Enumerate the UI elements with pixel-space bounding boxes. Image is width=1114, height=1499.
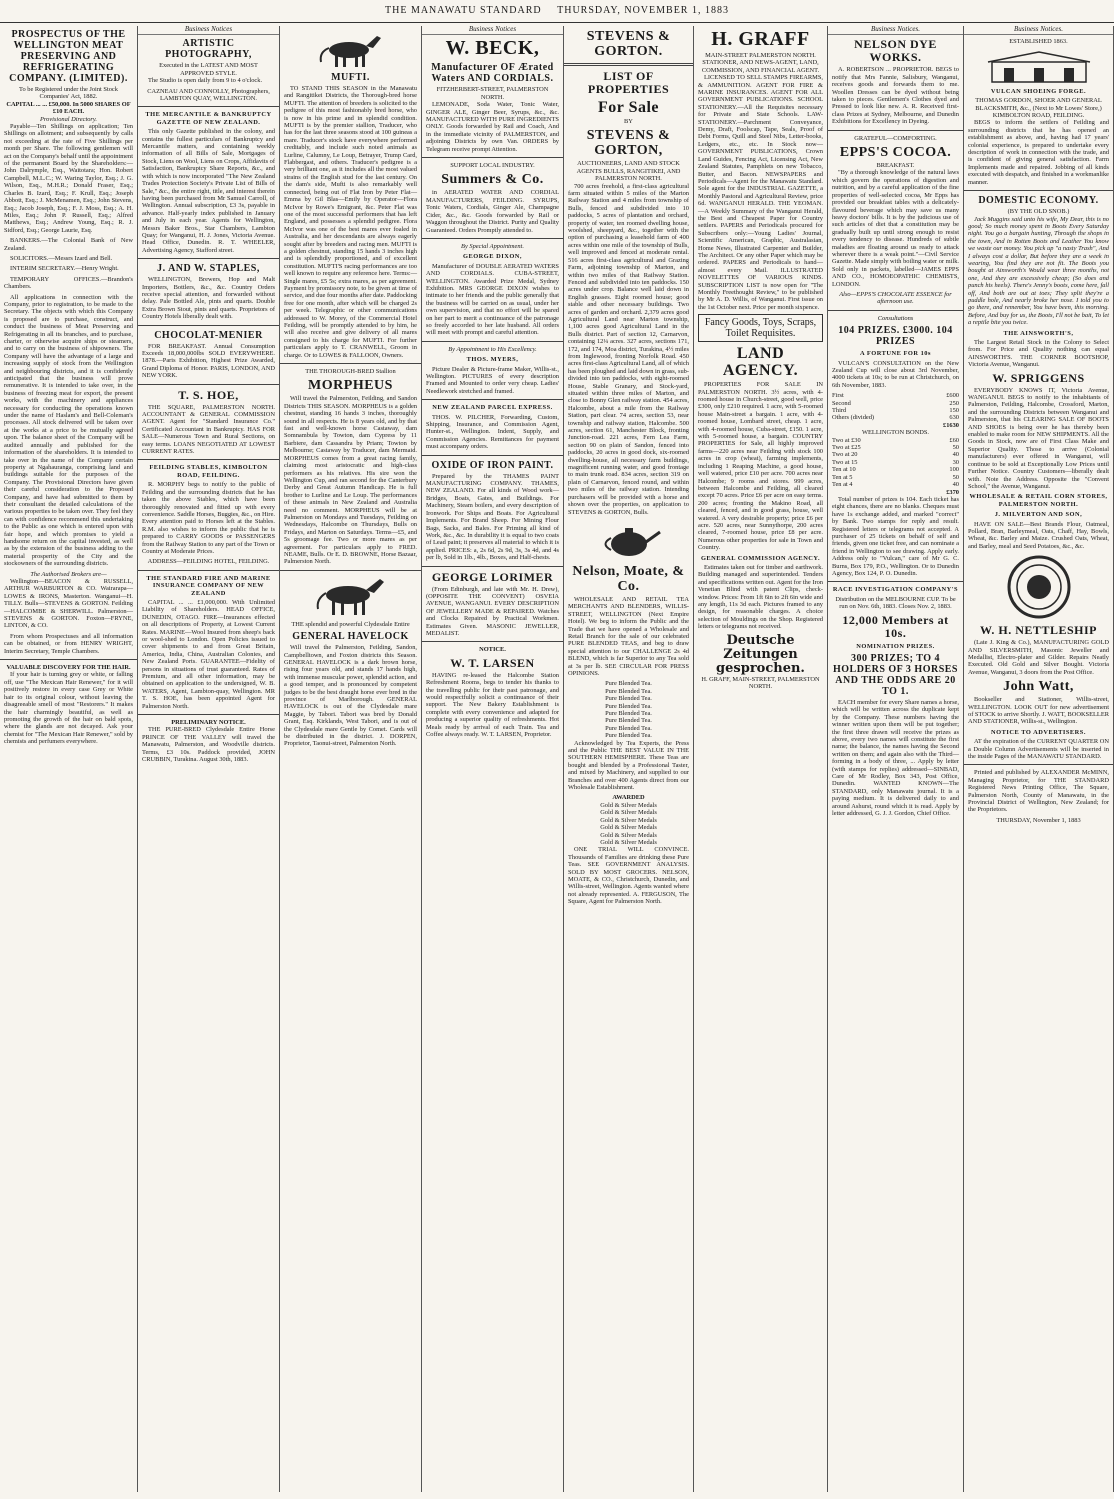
prize-value: 100 — [949, 466, 959, 474]
summers-head: SUPPORT LOCAL INDUSTRY. — [450, 162, 535, 170]
larsen-head: NOTICE. — [479, 646, 506, 654]
table-row — [832, 466, 959, 473]
land-text: PROPERTIES FOR SALE IN PALMERSTON NORTH. 3½ acres, with 4-roomed house in Church-street, good well, price £300, only £210 required. 1 acre, with 5-roomed house Main-street a bargain. 1 acre, with 4-roomed house, Lombard street, cheap. 1 acre, with 4-roomed house, Cuba-street, £150. 1 acre, with 5-roomed house, a bargain. COUNTRY PROPERTIES for Sale, all highly improved farms—220 acres near Feilding with stock 100 acres in crop (wheat), farming implements, including 1 Reaping Machine, a good house, well watered, price £10 per acre. 700 acres near Halcombe; 9 rooms and stores. 999 acres, between Halcombe and Feilding, all cleared except 70 acres. Price £6 per acre on easy terms. 200 acres; fronting the Makino Road, all cleared, fenced, and in good grass, house, well watered. A very desirable property; price £6 per acre. 520 acres, near Sunnythorpe, 200 acres cleared, 7-roomed house, price £8 per acre. Numerous other properties for sale in Town and Country. — [698, 381, 823, 552]
imprint: Printed and published by ALEXANDER McMINN, Managing Proprietor, for THE STANDARD Registered News Printing Office, The Square, Palmerston North, County of Manawatu, in the Provincial District of Wellington, New Zealand; for the Proprietors. — [968, 769, 1109, 814]
table-row — [832, 407, 959, 414]
divider — [828, 581, 963, 582]
commission-title: GENERAL COMMISSION AGENCY. — [700, 554, 821, 562]
domestic-text: Jack Muggins said unto his wife, My Dear, this is no good; So much money spent in Boots Every Saturday night. You go a bargain hunting, Through the shops in the town, And in Rotten Boots and Leather You know we waste our money. You pick up "a nasty Trash", And I always cost a dollar, But before they are a week in wearing, You find they are not fit. The Boots you bought at Ainsworth's Would wear three months, not one, And they are excessively cheap; (So does and punch his heels). There's Jenny's boots, come here, fall off, And both are out at toes; They split they're a puddle hole, And nearly broke her nose. I told you to go there, and remember, You have been, this morning. Before, And buy for us, the Boots, I'll not be bait, To let a reptile bite you twice. — [968, 215, 1110, 327]
column-header: Business Notices. — [828, 26, 963, 35]
jeweller-seal-icon — [1006, 554, 1072, 620]
nelson-text-3: ONE TRIAL WILL CONVINCE. Thousands of Families are drinking these Pure Teas. SEE GOVERNMENT ANALYSIS. SOLD BY MOST GROCERS. NELSON, MOATE, & CO., Christchurch, Dunedin, and Willis-street, Wellington. Agents wanted where not already represented. A. FERGUSON, The Square, Agent for Palmerston North. — [568, 846, 689, 906]
table-row — [832, 437, 959, 444]
column-8 — [964, 26, 1114, 1492]
consult-head: Consultations — [877, 314, 914, 322]
beck-sub: Manufacturer OF Ærated Waters AND CORDIALS. — [431, 62, 554, 85]
prize-value: 50 — [952, 444, 959, 452]
table-row — [832, 444, 959, 451]
column-3 — [280, 26, 422, 1492]
divider — [138, 714, 279, 715]
paper-title: THE MANAWATU STANDARD — [385, 5, 542, 16]
tea-item: Pure Blended Tea. — [605, 695, 652, 703]
consult-big: 104 PRIZES. £3000. 104 PRIZES — [838, 325, 953, 348]
menier-title: CHOCOLAT-MENIER — [154, 329, 263, 341]
german-notice: Deutsche Zeitungen gesprochen. — [716, 632, 805, 676]
nelson-title: Nelson, Moate, & Co. — [572, 563, 685, 594]
tea-item: Pure Blended Tea. — [605, 724, 652, 732]
table-row — [832, 422, 959, 429]
divider — [828, 310, 963, 311]
shoe-text: THE SQUARE, PALMERSTON NORTH. ACCOUNTANT & GENERAL COMMISSION AGENT. Agent for "Standard Insurance Co." Certificated Accountant in Bankruptcy. HAS FOR SALE—Numerous Town and Rural Sections, on easy terms. LOANS NEGOTIATED AT LOWEST CURRENT RATES. — [142, 403, 275, 456]
consult-text-2: Total number of prizes is 104. Each ticket has eight chances, there are no blanks. Cheques must have 1s exchange added, and marked "correct" by Bank. Two stamps for reply and result. Registered letters or telegrams not accepted. A purchaser of 25 tickets on behalf of self and friends, given one ticket free, and can nominate a friend in Wellington to see drawing. Apply early. Address only to "Vulcan," care of Mr G. C. Burns, Box 179, P.O., Wellington. Or to Dunedin Agency, Box 124, P. O. Dunedin. — [832, 495, 959, 577]
divider — [422, 238, 563, 239]
staples-text: WELLINGTON, Brewers, Hop and Malt Importers, Bottlers, &c., &c. Country Orders receive special attention, and forwarded without delay. Pale Bottled Ale, pints and quarts. Double Extra Brown Stout, pints and quarts. Proprietors of Country Hotels liberally dealt with. — [142, 276, 275, 321]
graff-signature: H. GRAFF, MAIN-STREET, PALMERSTON NORTH. — [701, 675, 820, 691]
paint-title: OXIDE OF IRON PAINT. — [431, 459, 554, 471]
domestic-sub: (BY THE OLD SNOB.) — [1007, 208, 1070, 216]
horse-engraving-icon — [311, 30, 391, 68]
tea-item: Pure Blended Tea. — [605, 732, 652, 740]
column-7 — [828, 26, 964, 1492]
photo-firm: CAZNEAU AND CONNOLLY, Photographers, LAMBTON QUAY, WELLINGTON. — [147, 87, 270, 103]
divider — [0, 659, 137, 660]
table-row — [832, 481, 959, 488]
column-6 — [694, 26, 828, 1492]
directory-head: Provisional Directory. — [39, 115, 98, 123]
myers-head: By Appointment to His Excellency. — [448, 345, 537, 353]
race-title: RACE INVESTIGATION COMPANY'S — [832, 586, 959, 594]
divider — [138, 384, 279, 385]
divider — [564, 63, 693, 66]
morpheus-title: MORPHEUS — [308, 378, 393, 394]
prize-label: First — [832, 392, 844, 400]
prize-label: Second — [832, 399, 851, 407]
stables-text: R. MORPHY begs to notify to the public of Feilding and the surrounding districts that he has taken the above Stables, which have been thoroughly renovated and fitted up with every convenience. Saddle Horses, Buggies, &c., on Hire. Every attention paid to Horses left at the Stables. R.M. also wishes to inform the public that he is prepared to CARRY GOODS or PASSENGERS from the Railway Station to any part of the Town or Country at Moderate Prices. — [142, 481, 275, 555]
prize-label: Third — [832, 407, 847, 415]
vulcan-title: VULCAN SHOEING FORGE. — [990, 87, 1087, 95]
hair-title: VALUABLE DISCOVERY FOR THE HAIR. — [6, 664, 131, 672]
spriggens-title: W. SPRIGGENS — [992, 370, 1085, 385]
divider — [138, 459, 279, 460]
dye-text: A. ROBERTSON ... PROPRIETOR. BEGS to notify that Mrs Fannie, Salisbury, Wanganui, receives goods and forwards them to me. Woollen Dresses can be dyed without being taken to pieces. Gentlemen's Clothes dyed and Pressed to look like new. A. R. Received first-class Prizes at Sydney, Melbourne, and Dunedin Exhibitions for Excellency in Dyeing. — [832, 66, 959, 126]
column-4 — [422, 26, 564, 1492]
havelock-head: THE splendid and powerful Clydesdale Entire — [291, 620, 410, 628]
race-text-2: EACH member for every Share names a horse, which will be written across the duplicate kept by the Company. These numbers having the winner written upon them will be put together; the first three drawn will receive the prizes as above, every two names will constitute the first name; the balance, the names having the Second written on them; and again also with the Third—forming in a body of three, ... Apply by letter (with stamps for replies) addressed—SINBAD, Care of Mr Rodley, Box 343, Post Office, Dunedin. WANTED KNOWN—The STANDARD, only Manawatu journal. It is a paying medium. It is delivered daily to and around Ashurst, round which it is read. Apply by letter addressed, G. J. J. Gordon, Chief Office. — [832, 699, 959, 818]
wellington-bonds: WELLINGTON BONDS. — [862, 429, 929, 437]
tea-item: Pure Blended Tea. — [605, 717, 652, 725]
horse-engraving-icon — [306, 575, 396, 617]
table-row — [832, 414, 959, 421]
menier-text: FOR BREAKFAST. Annual Consumption Exceeds 18,000,000lbs SOLD EVERYWHERE. 1878.—Paris Exhibition, Highest Prize Awarded, Grand Diploma of Honor. PARIS, LONDON, AND NEW YORK. — [142, 342, 275, 380]
morpheus-head: THE THOROUGH-BRED Stallion — [305, 368, 396, 376]
divider — [138, 106, 279, 107]
medal-item: Gold & Silver Medals — [600, 824, 657, 832]
parcel-title: NEW ZEALAND PARCEL EXPRESS. — [432, 404, 553, 412]
parcel-text: THOS. W. PILCHER, Forwarding, Custom, Shipping, Insurance, and Commission Agent, Hunter-st., Wellington. Indent, Supply, and Commission Agencies. Remittances for payment must accompany orders. — [426, 413, 559, 451]
tea-list — [568, 680, 689, 739]
divider — [422, 399, 563, 400]
consult-text: VULCAN'S CONSULTATION on the New Zealand Cup will close about 3rd November, 4000 tickets at 10s; to be run at Christchurch, on 6th November, 1883. — [832, 359, 959, 389]
tea-item: Pure Blended Tea. — [605, 710, 652, 717]
prize-label: Two at 15 — [832, 458, 858, 466]
ainsworth-text: The Largest Retail Stock in the Colony to Select from. For Price and Quality nothing can equal AINSWORTH'S. THE CORNER BOOTSHOP, Victoria Avenue, Wanganui. — [968, 339, 1109, 369]
wholesale: WHOLESALE & RETAIL CORN STORES, PALMERSTON NORTH. — [969, 493, 1108, 508]
solicitors: SOLICITORS.—Messrs Izard and Bell. — [10, 254, 113, 262]
divider — [828, 130, 963, 131]
gazette-text: This only Gazette published in the colony, and contains the fullest particulars of Bankruptcy and Mercantile matters, and containing weekly information of all Bills of Sale, Mortgages of Stock, Liens on Wool, Liens on Crops, Affidavits of Satisfaction, Bankruptcy Share Reports, &c., and with which is now incorporated "The New Zealand Trades Protection Society's Private List of Bills of Sale," &c., the entire right, title, and interest therein having been purchased from Mr Samuel Carroll, of Wellington. Annual subscription, £3 3s, payable in advance. Half-yearly index published in January and July in each year. Agents for Wellington, Messrs Baker Bros., Star Chambers, Lambton Quay; for Wanganui, H. J. Jones, Victoria Avenue. Head Office, Dunedin. R. T. WHEELER, Advertising Agency, Stafford street. — [142, 128, 275, 254]
land-title: LAND AGENCY. — [722, 345, 799, 380]
divider — [964, 190, 1113, 191]
beck-title: W. BECK, — [445, 37, 540, 60]
bond-table — [832, 437, 959, 496]
graff-title: H. GRAFF — [711, 28, 810, 50]
tea-item: Pure Blended Tea. — [605, 687, 652, 695]
lorimer-text: (From Edinburgh, and late with Mr. H. Drew), (OPPOSITE THE CONVENT) OSVEIA AVENUE, WANGANUI. EVERY DESCRIPTION OF JEWELLERY MADE & REPAIRED. Watches and Clocks Repaired by Practical Workmen. Estimates Given. MASONIC JEWELLER, MEDALIST. — [426, 585, 559, 637]
marine-title: THE STANDARD FIRE AND MARINE INSURANCE COMPANY OF NEW ZEALAND — [146, 574, 271, 597]
prize-label: Ten at 5 — [832, 473, 853, 481]
race-text: Distribution on the MELBOURNE CUP. To be run on Nov. 6th, 1883. Closes Nov. 2, 1883. — [835, 595, 956, 611]
watt-text: Bookseller and Stationer, Willis-street, WELLINGTON. LOOK OUT for new advertisement of STOCK to arrive Shortly. J. WATT, BOOKSELLER AND STATIONER, Willis-st., Wellington. — [968, 696, 1109, 726]
gazette-title: THE MERCANTILE & BANKRUPTCY GAZETTE OF NEW ZEALAND. — [145, 111, 272, 126]
photo-line: Executed in the LATEST AND MOST APPROVED STYLE. — [159, 62, 258, 77]
bond-total: £370 — [946, 488, 959, 496]
photo-hours: The Studio is open daily from 9 to 4 o'clock. — [148, 77, 263, 85]
firm-big: STEVENS & GORTON, — [586, 128, 671, 159]
beck-address: FITZHERBERT-STREET, PALMERSTON NORTH. — [436, 86, 549, 101]
table-row — [832, 392, 959, 399]
epps-text: "By a thorough knowledge of the natural laws which govern the operations of digestion and nutrition, and by a careful application of the fine properties of well-selected cocoa, Mr Epps has provided our breakfast tables with a delicately-flavoured beverage which may save us many heavy doctors' bills. It is by the judicious use of such articles of diet that a constitution may be gradually built up until strong enough to resist every tendency to disease. Hundreds of subtle maladies are floating around us ready to attack wherever there is a weak point."—Civil Service Gazette. Made simply with boiling water or milk. Sold only in packets, labelled—JAMES EPPS AND CO., HOMOEOPATHIC CHEMISTS, LONDON. — [832, 169, 959, 288]
divider — [138, 570, 279, 571]
awarded-head: AWARDED — [612, 794, 645, 802]
prize-value: £600 — [946, 392, 959, 400]
tea-item: Pure Blended Tea. — [605, 680, 652, 688]
divider — [422, 455, 563, 456]
prize-value: 50 — [952, 473, 959, 481]
graff-text: LICENSED TO SELL STAMPS FIREARMS, & AMMUNITION. AGENT FOR FIRE & MARINE INSURANCES. AGENT FOR ALL GOVERNMENT PUBLICATIONS. SCHOOL STATIONERY.—All the Requisites necessary for Private and State Schools. LAW-STATIONERY.—Parchment Conveyance, Demy, Draft, Foolscap, Tape, Seals, Proof of Debt Forms, Quill and Steel Nibs, Letter-books, Ledgers, etc., etc. In Stock now—GOVERNMENT PUBLICATIONS, Crown Land Guides, Fencing Act, Licensing Act, New Zealand Statutes, Pamphlets on new Tobacco, Butter, and Bacon. NEWSPAPERS and Periodicals—Agent for the Manawatu Standard. Sole agent for the INDUSTRIAL GAZETTE, a Monthly Pastoral and Agricultural Review, price 6d. WANGANUI HERALD. THE YEOMAN.—A Weekly Summary of the Wanganui Herald, the Best and Cheapest Paper for Country settlers. PAPERS and Periodicals procured for Subscribers only:—Young Ladies' Journal, Scientific American, Graphic, Australasian, Home News, Illustrated Carpenter and Builder, The Architect. Or any other Paper which may be ordered. PAPERS and Periodicals to hand—almost every Mail. ILLUSTRATED NOVELETTES OF VARIOUS KINDS. SUBSCRIPTION LIST is now open for "The Monthly Freethought Review," to be published by Mr A. D. Willis, of Wanganui. First issue on the 1st October next. Price per month sixpence. — [698, 74, 823, 311]
column-2 — [138, 26, 280, 1492]
prize-label: Others (divided) — [832, 414, 875, 422]
commission-text: Estimates taken out for timber and earthwork. Building managed and superintended. Tenders and specifications written out. Agent for the Iron Venetian Blind with patent Clips, check-window. Prices: From 1ft 6in to 2ft 6in wide and any length, 11s 3d each. Pictures framed to any design, for reasonable charges. A choice selection of Mouldings on the Shop. Registered letters or telegrams not received. — [698, 563, 823, 631]
prospectus-note: From whom Prospectuses and all information can be obtained, or from HENRY WRIGHT, Interim Secretary, Temple Chambers. — [4, 632, 133, 655]
domestic-title: DOMESTIC ECONOMY. — [978, 195, 1099, 207]
prize-label: Two at £30 — [832, 436, 861, 444]
dixon-text: Manufacturer of DOUBLE AERATED WATERS AND CORDIALS. CUBA-STREET, WELLINGTON. Awarded Prize Medal, Sydney Exhibition. MRS GEORGE DIXON wishes to intimate to her friends and the public generally that the business will be carried on as usual, under her own supervision, and that no effort will be spared on her part to merit a continuance of the patronage so freely accorded to her late husband. All orders will meet with prompt and careful attention. — [426, 262, 559, 337]
divider — [280, 570, 421, 571]
prize-value: £60 — [949, 436, 959, 444]
hair-text: If your hair is turning grey or white, or falling off, use "The Mexican Hair Renewer," for it will positively restore in every case Grey or White hair to its original colour, without leaving the disagreeable smell of most "Restorers." It makes the hair charmingly beautiful, as well as promoting the growth of the hair on bald spots, where the glands are not decayed. Ask your chemist for "The Mexican Hair Renewer," sold by chemists and perfumers everywhere. — [4, 671, 133, 746]
nelson-text: WHOLESALE AND RETAIL TEA MERCHANTS AND BLENDERS, WILLIS-STREET, WELLINGTON (Next Empire Hotel). We beg to inform the Public and the Trade that we have opened a Wholesale and Retail Branch for the sale of our celebrated PURE BLENDED TEAS, and beg to draw special attention to our CHALLENGE 2s 4d BLEND, which is far Superior to any Tea sold at 3s per lb. SEE CIRCULAR FOR PRESS OPINIONS. — [568, 595, 689, 677]
paint-text: Prepared by the THAMES PAINT MANUFACTURING COMPANY. THAMES, NEW ZEALAND. For all kinds of Wood work—Bridges, Boats, Gates, and Buildings. For Machinery, Steam boilers, and every description of Ironwork. For Ships and Boats. For Agricultural Implements. For Brand Sheep. For Mining Flour Bags, Sacks, and Bales. For Priming all kind of Work, &c., &c. In durability it is equal to two coats of Lead paint; it preserves all material to which it is applied. PRICES: a, 2s 6d, 2s 9d, 3s, 3s 4d, and 4s per lb, Sold in 1lb., 4lb., Boxes, and Half-chests. — [426, 472, 559, 562]
consult-sub: A FORTUNE FOR 10s — [860, 350, 931, 358]
bankers: BANKERS.—The Colonial Bank of New Zealand. — [4, 237, 133, 252]
photo-title: ARTISTIC PHOTOGRAPHY, — [165, 38, 252, 61]
properties-text: 700 acres freehold, a first-class agricultural farm situated within 5 miles of the Marton Railway Station and 4 miles from township of Bulls, fenced and subdivided into 10 paddocks, 5 acres of plantation and orchard, property of water, ten roomed dwelling house, woolshed, sheepyard, &c., together with the option of purchasing a leasehold farm of 400 acres within one mile of the township of Bulls, well improved and fenced at moderate rental. 516 acres first-class agricultural and Grazing Farm, adjoining township of Marton, and within two miles of that Railway Station. Fenced and subdivided into ten paddocks. 150 acres under crop. Balance well laid down in English grasses. Eight roomed house; good stable and other necessary buildings. Two acres of garden and orchard. 2,379 acres good Agricultural Land near Marton township, 1,100 acres good Agricultural Land in the Bulls district. Part of section 12, Carnarvon, containing 12¼ acres. 327 acres, sections 171, 172, and 174, Moa district, Turakina, 4½ miles from Inglewood, fronting Norfolk Road. 450 acres first-class Agricultural Land, all of which has been ploughed and laid down in grass, sub-divided into ten paddocks, with eight-roomed House, Stable Granary, and Stock-yard, situated within three miles of Marton, and close to Bonny Glen railway station. 454 acres, Halcombe, about a mile from the Railway Station, part clear. 74 acres, section 53, near township and railway station, Halcombe. 500 acres, section 61, Manchester Block, fronting Junction-road. 221 acres, Fern Lea Farm, section 90 on plain of Sandon, fenced into paddocks, 20 acres in good dock, six-roomed dwelling-house, all necessary farm buildings, magnificent running water, and good frontage to main trunk road. 834 acres, section 319 on plain of Carnarvon, fenced round, and within two miles of the railway station. Intending purchasers will be provided with a horse and shown over the properties, on application to STEVENS & GORTON, Bulls. — [568, 182, 689, 516]
prospectus-body: All applications in connection with the Company, prior to registration, to be made to the Secretary. The objects with which this Company is proposed are to purchase, construct, and conduct the business of Meat Preserving and Refrigerating in all its branches, and to purchase, charter, or otherwise acquire ships or steamers, and to carry on the business of shipowners. The Company will have the advantage of a large and increasing supply of stock from the Wellington and neighbouring districts, and it is confidently anticipated that the business will prove remunerative. It is intended to take over, in the business of freezing meat for export, the present works, with the machinery and appliances necessary for conducting the operations known under the name of Haslam's and Bell-Coleman's processes. All stock delivered will be taken over at the works at a price to be mutually agreed upon. The balance sheet of the Company will be audited annually and published for the information of the shareholders. It is intended to take over in the name of the Company certain property at Ngahauranga, comprising land and buildings suitable for the purposes of the Company. The Provisional Directors have given their careful consideration to the Proposed Company, and have had submitted to them by their consultant the detailed calculations of the various properties to be taken over. They feel they can with confidence recommend this undertaking to the Public as one which is entered upon with fair hope, and which promises to yield a handsome return on the capital invested, as well as by the extension of the business adding to the material prosperity of the City and the stockowners of the surrounding districts. — [4, 293, 133, 568]
valley-head: PRELIMINARY NOTICE. — [171, 719, 246, 727]
teapot-engraving-icon — [594, 520, 664, 560]
prize-label: Ten at 4 — [832, 481, 853, 489]
prospectus-title: PROSPECTUS OF THE WELLINGTON MEAT PRESERVING AND REFRIGERATING COMPANY. (LIMITED). — [9, 29, 128, 84]
divider — [422, 641, 563, 642]
gordon-text: BEGS to inform the settlers of Feilding and surrounding districts that he has opened an establishment as above, and, having had 17 years' colonial experience, is prepared to undertake every description of work in connection with the trade, and is confident of giving general satisfaction. Farm Implements made and repaired. Jobbing of all kinds executed with despatch, and finished in a workmanlike manner. — [968, 119, 1109, 186]
prize-table — [832, 392, 959, 429]
prize-label: Two at 20 — [832, 451, 858, 459]
issue-date: THURSDAY, NOVEMBER 1, 1883 — [557, 5, 729, 16]
lorimer-title: GEORGE LORIMER — [431, 569, 554, 584]
myers-text: Picture Dealer & Picture-frame Maker, Willis-st., Wellington. PICTURES of every description Framed and Mounted to order very cheap. Ladies' Needlework stretched and framed. — [426, 365, 559, 395]
havelock-title: GENERAL HAVELOCK — [292, 631, 409, 643]
spriggens-text: EVERYBODY KNOWS IT, Victoria Avenue, WANGANUI. BEGS to notify to the inhabitants of Palmerston, Feilding, Halcombe, Crossford, Marton, and the surrounding Districts between Wanganui and Palmerston, that his CLEARING SALE OF BOOTS AND SHOES is being over he has thereby been enabled to make room for NEW SHIPMENTS. All the Goods in Stock, now are of First Class Make and Superior Quality. Those to arrive (Colonial manufacturers) ever offered in Wanganui, will continue to be sold at Exceptionally Low Prices until Further Notice. Country Customers—liberally dealt with. Note the Address. Opposite the "Convent School," the Avenue, Wanganui. — [968, 386, 1109, 490]
column-1 — [0, 26, 138, 1492]
odds-line: 300 PRIZES; TO 4 HOLDERS OF 3 HORSES AND THE ODDS ARE 20 TO 1. — [833, 653, 958, 697]
nettleship-title: W. H. NETTLESHIP — [980, 623, 1097, 638]
milverton-text: HAVE ON SALE—Best Brands Flour, Oatmeal, Pollard, Bran, Barleymeal, Oats, Chaff, Hay, Bowls, Wheat, &c. Barley and Maize. Crushed Oats, Wheat, and Barley, meal and Seed Potatoes, &c., &c. — [968, 520, 1109, 550]
column-header: Business Notices — [422, 26, 563, 35]
graff-sub: STATIONER, AND NEWS-AGENT, LAND, COMMISSION, AND FINANCIAL AGENT. — [701, 59, 820, 74]
divider — [422, 157, 563, 158]
building-engraving-icon — [984, 50, 1094, 84]
table-row — [832, 451, 959, 458]
column-5 — [564, 26, 694, 1492]
established: ESTABLISHED 1863. — [1009, 38, 1068, 46]
epps-title: EPPS'S COCOA. — [839, 145, 952, 161]
milverton: J. MILVERTON AND SON, — [994, 511, 1083, 519]
table-row — [832, 459, 959, 466]
gordon: THOMAS GORDON, SHOER AND GENERAL BLACKSMITH, &c., (Next to Mr Lowes' Store,) KIMBOLTON ROAD, FEILDING. — [975, 97, 1102, 120]
prize-value: 250 — [949, 399, 959, 407]
by-line: BY — [624, 118, 633, 125]
larsen-title: W. T. LARSEN — [450, 655, 535, 670]
members-line: 12,000 Members at 10s. — [842, 612, 949, 640]
table-row — [832, 474, 959, 481]
medal-item: Gold & Silver Medals — [600, 801, 657, 809]
imprint-date: THURSDAY, November 1, 1883 — [996, 816, 1081, 824]
beck-text: LEMONADE, Soda Water, Tonic Water, GINGER ALE, Ginger Beer, Syrups, &c., &c. MANUFACTURED WITH PURE INGREDIENTS ONLY. Goods forwarded by Rail and Coach, And in the immediate vicinity of PALMERSTON, and adjoining Districts by own Van. ORDERS by Telegram receive prompt Attention. — [426, 101, 559, 153]
medal-item: Gold & Silver Medals — [600, 816, 657, 824]
summers-text: in AERATED WATER AND CORDIAL MANUFACTURERS, FEILDING. SYRUPS, Tonic Waters, Cordials, Ginger Ale, Champagne Cider, &c., &c. Goods forwarded by Rail or Waggon throughout the District. Purity and Quality Guaranteed. Orders Promptly attended to. — [426, 189, 559, 234]
marine-text: CAPITAL ... ... £1,000,000. With Unlimited Liability of Shareholders. HEAD OFFICE, DUNEDIN, OTAGO. FIRE—Insurances effected on all descriptions of Property, at Lowest Current Rates. MARINE—Wool Insured from sheep's back or wool-shed to London. Open Policies issued to cover shipments to and from Great Britain, America, India, China, Australian Colonies, and New Zealand Ports. GUARANTEE—Fidelity of persons in situations of trust guaranteed. Rates of Premium, and all other information, may be obtained on application to the undersigned, W. B. WATERS, Agent, Lambton-quay, Wellington. MR T. S. HOE, has been appointed Agent for Palmerston North. — [142, 598, 275, 710]
epps-also: Also—EPPS'S CHOCOLATE ESSENCE for afternoon use. — [839, 290, 952, 306]
nelson-text-2: Acknowledged by Tea Experts, the Press and the Public THE BEST VALUE IN THE SOUTHERN HEMISPHERE. These Teas are bought and blended by a Professional Taster, and mixed by Machinery, and supplied to our Branches and over 400 Agents direct from our Wholesale Establishment. — [568, 739, 689, 792]
list-title: LIST OF PROPERTIES — [587, 69, 670, 96]
advert-text: AT the expiration of the CURRENT QUARTER ON a Double Column Advertisements will be inserted in the inside Pages of the MANAWATU STANDARD. — [968, 738, 1109, 761]
graff-address: MAIN-STREET PALMERSTON NORTH. — [705, 52, 816, 59]
offices: TEMPORARY OFFICES.—Brandon's Chambers. — [4, 275, 133, 291]
prize-value: 40 — [952, 481, 959, 489]
brokers: Wellington—BEACON & RUSSELL, ARTHUR WARBURTON & CO. Wairarapa—LOWES & IRONS, Masterton. Wanganui—H. TILLY. Bulls—STEVENS & GORTON. Feilding—HALCOMBE & SHERWILL. Palmerston—STEVENS & GORTON. Foxton—FRYNE, LINTON, & CO. — [4, 578, 133, 630]
secretary: INTERIM SECRETARY.—Henry Wright. — [10, 265, 119, 273]
prospectus-text: Payable—Ten Shillings on application; Ten Shillings on allotment; and subsequently by calls not exceeding at the rate of Five Shillings per month per Share. The following gentlemen will act on the Company's behalf until the appointment of the permanent Board by the Shareholders:— John Dalrymple, Esq., Waitotara; Hon. Robert Campbell, M.L.C.; W. Waring Taylor, Esq.; J. G. Wilson, Esq., M.H.R.; Donald Fraser, Esq.; Charles B. Izard, Esq.; F. Krull, Esq.; Joseph Abbott, Esq.; J. McMenamen, Esq.; John Stevens, Esq.; Jacob Joseph, Esq.; F. J. Moss, Esq.; A. H. Miles, Esq.; John P. Russell, Esq.; Alfred Matthews, Esq.; Andrew Young, Esq.; R. J. Sidford, Esq.; George Laurie, Esq. — [4, 123, 133, 234]
myers-title: THOS. MYERS, — [466, 356, 519, 364]
prize-value: 150 — [949, 407, 959, 415]
prospectus-capital: CAPITAL ... ... £50,000. In 5000 SHARES OF £10 EACH. — [6, 100, 131, 116]
firm-sub: AUCTIONEERS, LAND AND STOCK AGENTS BULLS, RANGITIKEI, AND PALMERSTON NORTH. — [576, 160, 681, 183]
larsen-text: HAVING re-leased the Halcombe Station Refreshment Rooms, begs to tender his thanks to the travelling public for their past patronage, and would respectfully solicit a continuance of their support. The New Bakery Establishment is complete with every convenience and adapted for producing a superior quality of refreshments. Hot Meals ready by arrival of each Train. Tea and Coffee always ready. W. T. LARSEN, Proprietor. — [426, 671, 559, 739]
divider — [280, 363, 421, 364]
watt-title: John Watt, — [1003, 679, 1074, 695]
ainsworth-title: THE AINSWORTH'S, — [1003, 329, 1074, 337]
havelock-text: Will travel the Palmerston, Feilding, Sandon, Campbelltown, and Foxton districts this Season. GENERAL HAVELOCK is a dark brown horse, rising four years old, and stands 17 hands high, with immense muscular power, splendid action, and a good temper, and is pronounced by competent judges to be the best draught horse ever bred in the province of Marlborough. GENERAL HAVELOCK is out of the Clydesdale mare Maggie, by Tabori. Tabori was bred by Donald Grant, Esq. Kirklands, West Tabori, and is out of the Clydesdale mare Gentle by Comet. Cards will be distributed in the district. J. DORPEN, Proprietor, Taonui-street, Palmerston North. — [284, 644, 417, 748]
prize-value: 630 — [949, 414, 959, 422]
brokers-head: The Authorised Brokers are— — [30, 570, 107, 578]
table-row — [832, 489, 959, 496]
fancy-goods: Fancy Goods, Toys, Scraps, Toilet Requisites. — [698, 314, 823, 342]
morpheus-text: Will travel the Palmerston, Feilding, and Sandon Districts THIS SEASON. MORPHEUS is a golden chestnut, standing 16 hands 3 inches, thoroughly sound in all respects. He is 8 years old, and by that fast and well-known horse Castaway, dam Somnambula by Towton, dam Cypress by 11 Barbiere, dam Cassandra by Priam; Towton by Melbourne; Castaway by Traducer, dam Mermaid. MORPHEUS comes from a great racing family, claiming most aristocratic and high-class performers as his relatives. His sire won the Wellington Cup, and ran second for the Canterbury Derby and Great Autumn Handicap. He is full brother to Lurline and Le Loup. The performances of these animals in New Zealand and Australia need no comment. MORPHEUS will be at Palmerston on Mondays and Tuesdays, Feilding on Wednesdays, Halcombe on Thursdays, Bulls on Fridays, and Marton on Saturdays. Terms—£5, and 5s groomage fee. Two or more mares as per agreement. For particulars apply to FRED. NEAME, Bulls. Or E. D. BROWNE, Horse Bazaar, Palmerston North. — [284, 395, 417, 566]
advert-title: NOTICE TO ADVERTISERS. — [991, 728, 1086, 736]
firm-title: STEVENS & GORTON. — [586, 29, 671, 59]
table-row — [832, 400, 959, 407]
nettleship-text: (Late J. King & Co.), MANUFACTURING GOLD AND SILVERSMITH, Masonic Jeweller and Medallist, Electro-plater and Gilder. Repairs Neatly Executed. Old Gold and Silver Bought. Victoria Avenue, Wanganui, 3 doors from the Post Office. — [968, 639, 1109, 676]
medal-item: Gold & Silver Medals — [600, 831, 657, 839]
mufti-text: TO STAND THIS SEASON in the Manawatu and Rangitikei Districts, the Thorough-bred horse MUFTI. The attention of breeders is solicited to the pedigree of this most fashionably bred horse, who is now in his prime and in splendid condition. MUFTI is by the premier stallion, Traducer, who has for the last three seasons stood at 100 guineas a mare. Traducer's stock have everywhere performed creditably, and include such noted animals as Lurline, Calumny, Le Loup, Betrayer, Trump Card, Flabbergast, and others. Traducer's pedigree is a very brilliant one, as it includes all the most valued strains of the English stud for the last century. On the dam's side, Mufti is also remarkably well connected, being out of Flat Iron by Peter Flat—Emma by Gil Blas—Emily by Operator—Flora McIvor by Rowe's Emigrant, &c. Peter Flat was one of the most successful performers that has left England, and possesses a splendid pedigree. Flora McIvor was one of the best mares ever foaled in Australia, and her descendants are always eagerly sought after by breeders and racing men. MUFTI is a golden chestnut, standing 15 hands 3 inches high and is splendidly proportioned, and of excellent constitution. MUFTI'S racing performances are too well known to require any reference here. Terms:—Single mares, £5 5s; extra mares, as per agreement. Payment by promissory note, to be given at time of service, and due four months after date. Paddocking free for one month, after which will be charged 2s per week. Telegraphic or other communications addressed to W. Morey, of the Commercial Hotel Feilding, will be promptly attended to by him, he will also receive and give delivery of all mares consigned to his charge for MUFTI. For further particulars apply to T. CRANWELL, Groom in charge. Or to LOWES & FALLOON, Owners. — [284, 85, 417, 359]
medal-item: Gold & Silver Medals — [600, 809, 657, 817]
column-header: Business Notices — [138, 26, 279, 35]
divider — [138, 325, 279, 326]
summers-title: Summers & Co. — [441, 172, 544, 188]
shoe-title: T. S. HOE, — [178, 387, 239, 402]
divider — [138, 258, 279, 259]
prize-label: Ten at 10 — [832, 466, 856, 474]
prize-label: Two at £25 — [832, 444, 861, 452]
nomination-head: NOMINATION PRIZES. — [856, 642, 935, 650]
divider — [422, 566, 563, 567]
medal-list — [568, 802, 689, 846]
tea-item: Pure Blended Tea. — [605, 702, 652, 710]
dixon-head: By Special Appointment. — [461, 242, 524, 250]
prize-value: 30 — [952, 458, 959, 466]
valley-text: THE PURE-BRED Clydesdale Entire Horse PRINCE OF THE VALLEY will travel the Manawatu, Palmerston, and Woodville districts. Terms, £3 10s. Paddock provided, JOHN CRUBBIN, Turakina. August 30th, 1883. — [142, 726, 275, 764]
masthead — [0, 0, 1114, 23]
prospectus-lead: To be Registered under the Joint Stock Companies' Act, 1882. — [19, 86, 118, 101]
column-header: Business Notices. — [964, 26, 1113, 35]
prize-total: £1630 — [943, 421, 959, 429]
staples-title: J. AND W. STAPLES, — [157, 263, 260, 275]
medal-item: Gold & Silver Medals — [600, 838, 657, 846]
epps-head: GRATEFUL—COMFORTING. — [854, 134, 937, 142]
divider — [964, 764, 1113, 765]
stables-title: FEILDING STABLES, KIMBOLTON ROAD, FEILDING. — [149, 464, 268, 479]
dye-title: NELSON DYE WORKS. — [854, 37, 937, 65]
dixon-title: GEORGE DIXON, — [462, 253, 523, 261]
epps-sub: BREAKFAST. — [876, 162, 915, 170]
hotel-address: ADDRESS—FEILDING HOTEL, FEILDING. — [147, 558, 270, 566]
prize-value: 40 — [952, 451, 959, 459]
mufti-title: MUFTI. — [331, 72, 370, 83]
divider — [422, 341, 563, 342]
for-sale: For Sale — [597, 99, 660, 116]
